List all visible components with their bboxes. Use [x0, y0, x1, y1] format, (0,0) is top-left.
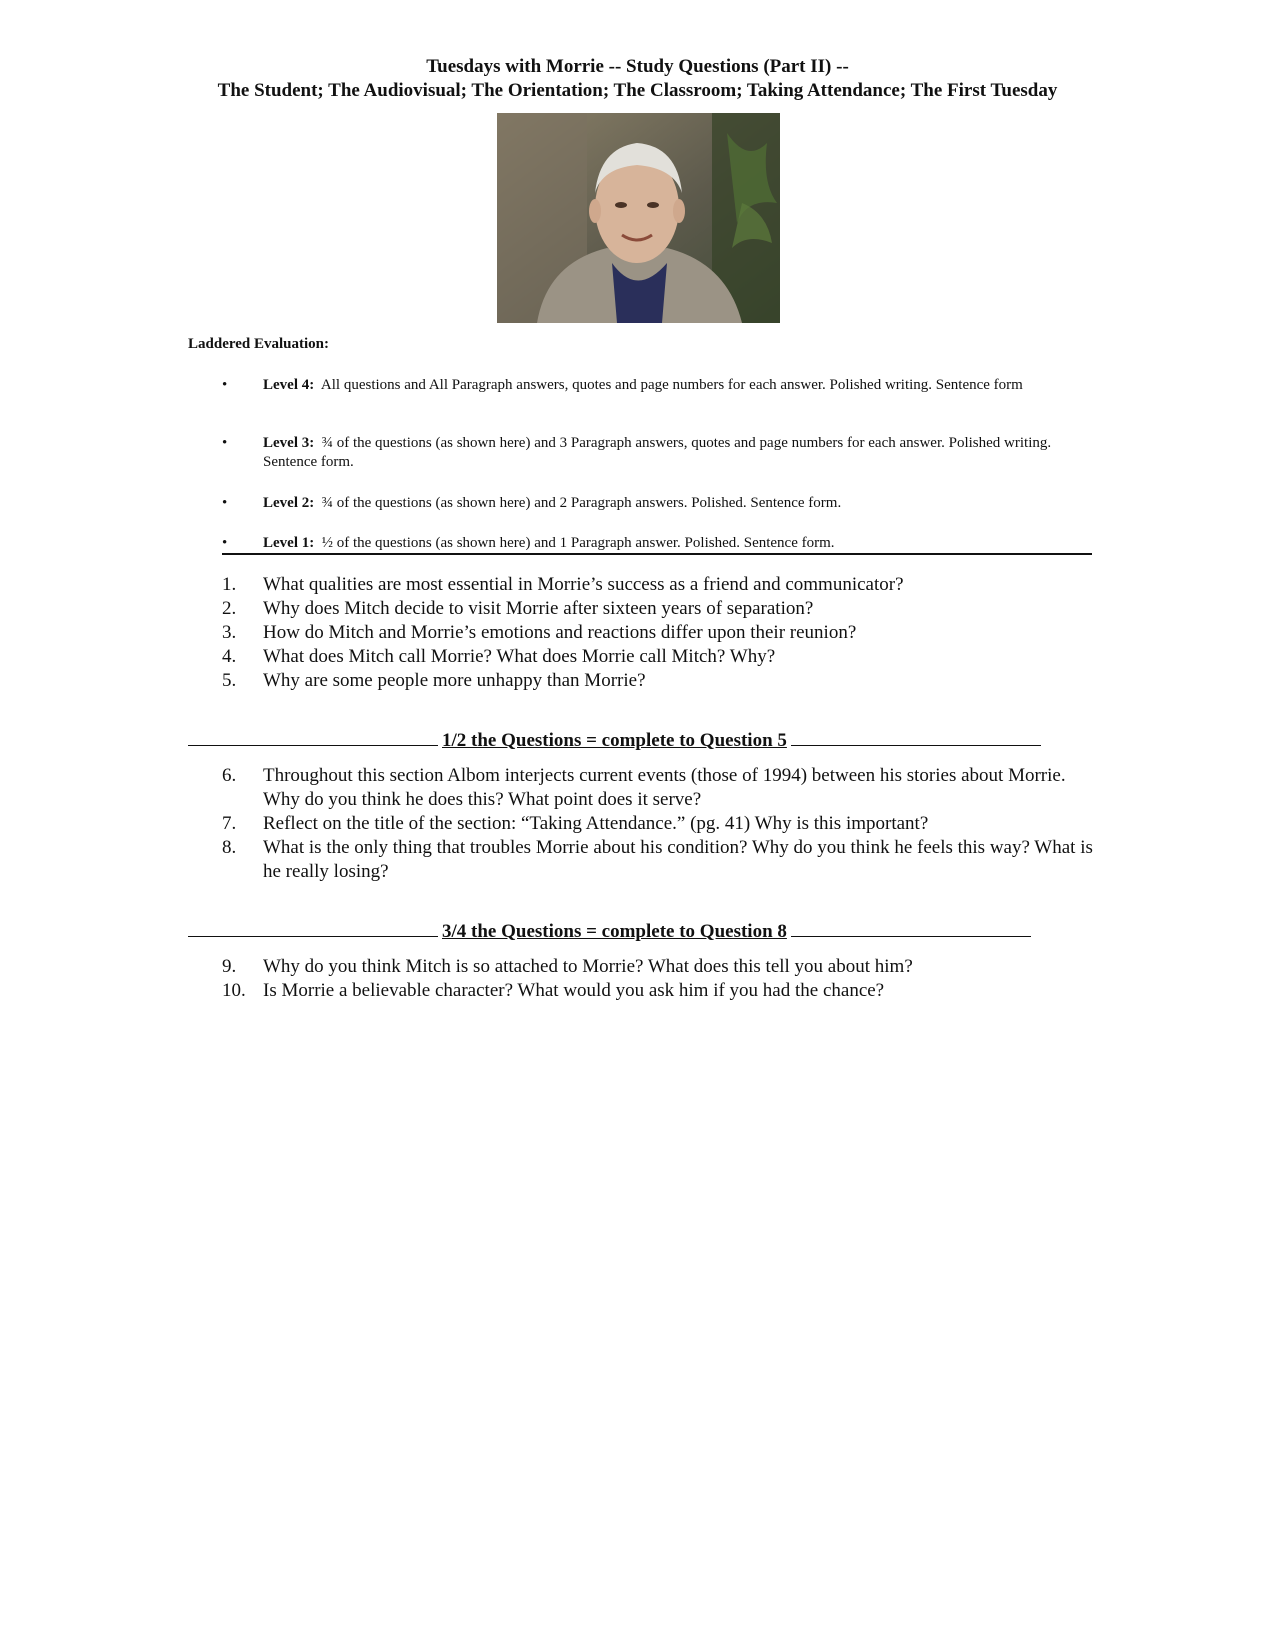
question-number: 3.: [222, 622, 237, 643]
question-text: Why does Mitch decide to visit Morrie after sixteen years of separation?: [263, 598, 814, 619]
level-label: Level 3:: [263, 435, 315, 451]
level-label: Level 4:: [263, 377, 315, 393]
laddered-evaluation-heading: Laddered Evaluation:: [188, 336, 329, 352]
level-label: Level 2:: [263, 495, 315, 511]
section-divider-rule: [222, 553, 1092, 555]
three-quarter-questions-divider: [188, 921, 1031, 943]
level-description: ½ of the questions (as shown here) and 1 Paragraph answer. Polished. Sentence form.: [321, 535, 835, 551]
level-description: ¾ of the questions (as shown here) and 3 Paragraph answers, quotes and page numbers for each answer. Polished writing. Sentence form.: [263, 435, 1052, 470]
document-subtitle: The Student; The Audiovisual; The Orientation; The Classroom; Taking Attendance; The First Tuesday: [217, 80, 1058, 101]
question-number: 9.: [222, 956, 237, 977]
divider-line: [791, 744, 1041, 746]
question-text: How do Mitch and Morrie’s emotions and reactions differ upon their reunion?: [263, 622, 857, 643]
divider-label: 1/2 the Questions = complete to Question 5: [442, 730, 787, 751]
question-text: What is the only thing that troubles Morrie about his condition? Why do you think he feels this way? What is he really losing?: [263, 837, 1093, 882]
bullet-icon: •: [222, 377, 228, 393]
level-description: All questions and All Paragraph answers, quotes and page numbers for each answer. Polished writing. Sentence form: [320, 377, 1023, 393]
bullet-icon: •: [222, 435, 228, 451]
question-text: What does Mitch call Morrie? What does Morrie call Mitch? Why?: [263, 646, 776, 667]
question-number: 8.: [222, 837, 237, 858]
document-title: Tuesdays with Morrie -- Study Questions (Part II) --: [426, 56, 849, 77]
question-number: 10.: [222, 980, 246, 1001]
question-number: 5.: [222, 670, 237, 691]
portrait-photo: [497, 113, 780, 323]
question-text: Is Morrie a believable character? What would you ask him if you had the chance?: [263, 980, 885, 1001]
question-number: 4.: [222, 646, 237, 667]
question-text: Why are some people more unhappy than Morrie?: [263, 670, 646, 691]
question-number: 6.: [222, 765, 237, 786]
half-questions-divider: [188, 730, 1041, 752]
question-text: Throughout this section Albom interjects current events (those of 1994) between his stories about Morrie. Why do you think he does this? What point does it serve?: [263, 765, 1066, 810]
bullet-icon: •: [222, 535, 228, 551]
question-number: 1.: [222, 574, 237, 595]
question-number: 2.: [222, 598, 237, 619]
divider-line: [791, 935, 1031, 937]
divider-line: [188, 744, 438, 746]
bullet-icon: •: [222, 495, 228, 511]
question-text: Why do you think Mitch is so attached to Morrie? What does this tell you about him?: [263, 956, 913, 977]
question-text: What qualities are most essential in Morrie’s success as a friend and communicator?: [263, 574, 904, 595]
level-description: ¾ of the questions (as shown here) and 2 Paragraph answers. Polished. Sentence form.: [321, 495, 842, 511]
divider-line: [188, 935, 438, 937]
question-text: Reflect on the title of the section: “Taking Attendance.” (pg. 41) Why is this important?: [263, 813, 929, 834]
question-number: 7.: [222, 813, 237, 834]
portrait-illustration: [497, 113, 780, 323]
divider-label: 3/4 the Questions = complete to Question 8: [442, 921, 787, 942]
level-label: Level 1:: [263, 535, 315, 551]
